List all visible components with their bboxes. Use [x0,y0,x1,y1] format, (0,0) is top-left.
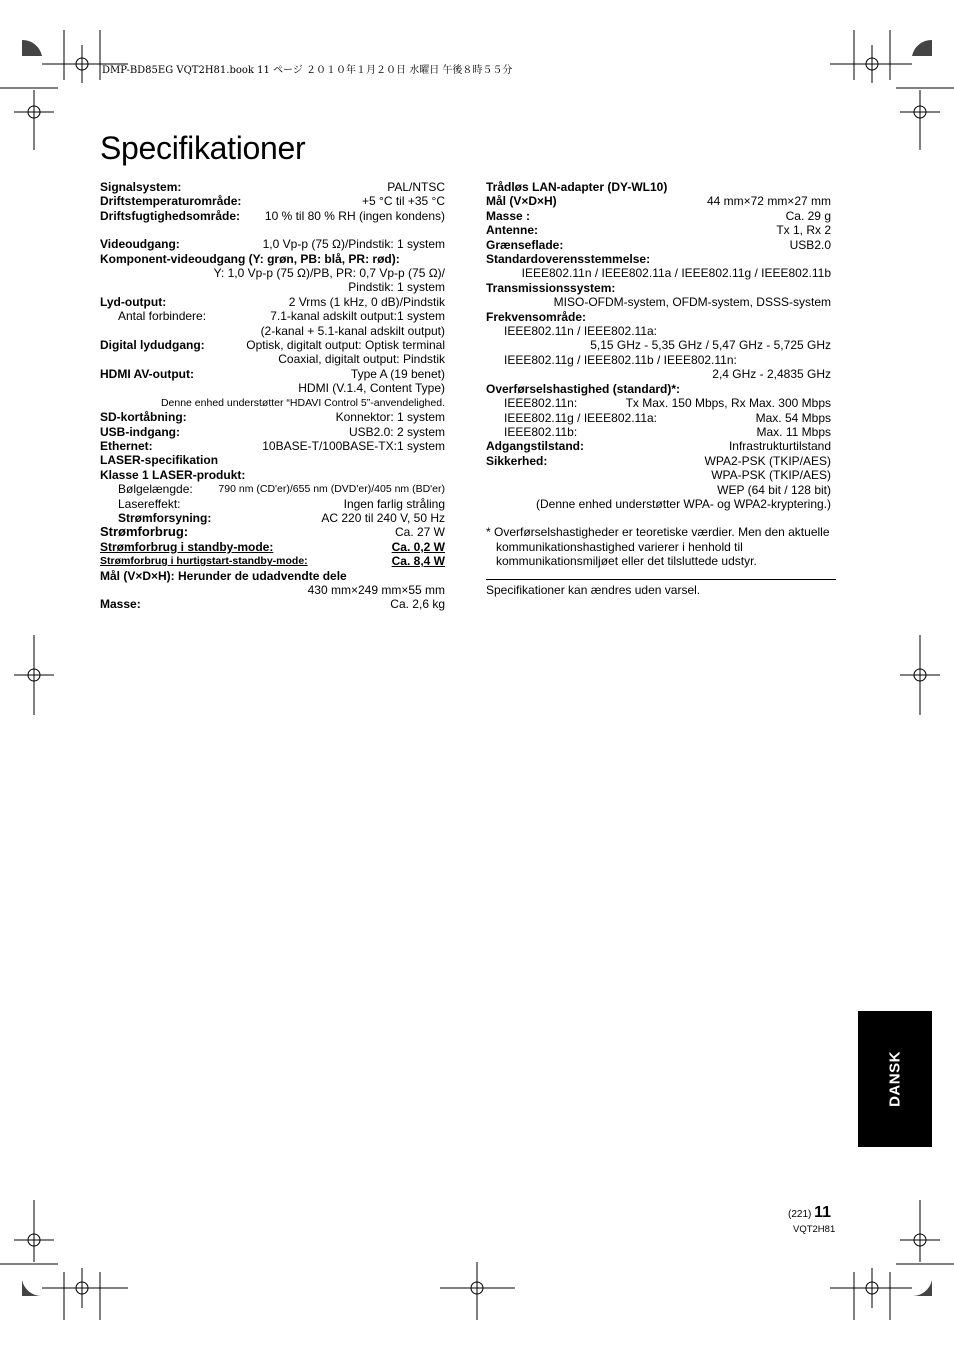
spec-r-maal: Mål (V×D×H) 44 mm×72 mm×27 mm [486,194,831,209]
spec-digital: Digital lydudgang: Optisk, digitalt output: Optisk terminal [100,338,445,353]
spec-hast-2: IEEE802.11g / IEEE802.11a: Max. 54 Mbps [504,410,831,425]
spec-trans-label: Transmissionssystem: [486,280,616,295]
spec-komp-v1: Y: 1,0 Vp-p (75 Ω)/PB, PR: 0,7 Vp-p (75 Ω)/ [213,266,445,281]
spec-hdmi-note: Denne enhed understøtter “HDAVI Control 5”-anvendelighed. [160,396,445,409]
spec-standard-value: IEEE802.11n / IEEE802.11a / IEEE802.11g / IEEE802.11b [521,266,831,281]
spec-lyd-sub: Antal forbindere: 7.1-kanal adskilt output:1 system [118,309,445,324]
spec-standby: Strømforbrug i standby-mode: Ca. 0,2 W [100,539,445,554]
spec-adapter: Trådløs LAN-adapter (DY-WL10) [486,180,668,194]
spec-effekt: Lasereffekt: Ingen farlig stråling [118,496,445,511]
page-code: VQT2H81 [793,1224,836,1235]
spec-video: Videoudgang: 1,0 Vp-p (75 Ω)/Pindstik: 1 system [100,237,445,252]
spec-laser-klasse: Klasse 1 LASER-produkt: [100,467,246,482]
spec-sikker-v4: (Denne enhed understøtter WPA- og WPA2-kryptering.) [535,496,831,511]
spec-hast-1: IEEE802.11n: Tx Max. 150 Mbps, Rx Max. 300 Mbps [504,396,831,411]
spec-frekvens-l2: IEEE802.11g / IEEE802.11b / IEEE802.11n: [504,352,737,367]
spec-hurtig: Strømforbrug i hurtigstart-standby-mode: Ca. 8,4 W [100,554,445,569]
spec-graense: Grænseflade: USB2.0 [486,237,831,252]
spec-maal-label: Mål (V×D×H): Herunder de udadvendte dele [100,568,347,583]
spec-ethernet: Ethernet: 10BASE-T/100BASE-TX:1 system [100,438,445,453]
spec-forbrug: Strømforbrug: Ca. 27 W [100,524,445,540]
spec-lyd-sub2: (2-kanal + 5.1-kanal adskilt output) [260,323,445,338]
language-tab-label: DANSK [886,1051,904,1107]
divider [486,579,836,580]
spec-trans-value: MISO-OFDM-system, OFDM-system, DSSS-system [553,295,831,310]
spec-lyd: Lyd-output: 2 Vrms (1 kHz, 0 dB)/Pindstik [100,294,445,309]
spec-sikker-v3: WEP (64 bit / 128 bit) [717,482,831,497]
spec-komp-v2: Pindstik: 1 system [348,280,445,295]
spec-adgang: Adgangstilstand: Infrastrukturtilstand [486,439,831,454]
spec-hast-label: Overførselshastighed (standard)*: [486,381,681,396]
page-title: Specifikationer [100,130,306,166]
spec-digital-v2: Coaxial, digitalt output: Pindstik [278,352,445,367]
spec-bolge: Bølgelængde: 790 nm (CD'er)/655 nm (DVD'er)/405 nm (BD'er) [118,482,445,497]
left-spec-column [100,180,445,612]
spec-frekvens-l1: IEEE802.11n / IEEE802.11a: [504,324,657,339]
spec-sikker: Sikkerhed: WPA2-PSK (TKIP/AES) [486,453,831,468]
spec-antenne: Antenne: Tx 1, Rx 2 [486,223,831,238]
spec-forsyning: Strømforsyning: AC 220 til 240 V, 50 Hz [118,510,445,525]
print-header: DMP-BD85EG VQT2H81.book 11 ページ ２０１０年１月２０日 水曜日 午後８時５５分 [102,65,513,76]
spec-fugt: Driftsfugtighedsområde: 10 % til 80 % RH (ingen kondens) [100,208,445,223]
spec-frekvens-label: Frekvensområde: [486,309,587,324]
spec-komp-label: Komponent-videoudgang (Y: grøn, PB: blå, PR: rød): [100,251,400,266]
right-spec-column [486,180,831,597]
spec-hdmi: HDMI AV-output: Type A (19 benet) [100,366,445,381]
language-tab [858,1011,932,1147]
spec-frekvens-v1: 5,15 GHz - 5,35 GHz / 5,47 GHz - 5,725 GHz [590,338,831,353]
spec-maal-value: 430 mm×249 mm×55 mm [307,582,445,597]
spec-sikker-v2: WPA-PSK (TKIP/AES) [711,468,831,483]
spec-laser-label: LASER-specifikation [100,453,219,468]
footnote: * Overførselshastigheder er teoretiske værdier. Men den aktuelle kommunikationshastighed varierer i henhold til kommunikationsmiljøet eller det tilsluttede udstyr. [486,525,830,569]
spec-hdmi-v2: HDMI (V.1.4, Content Type) [298,381,445,396]
page-number: (221) 11 [788,1204,832,1221]
spec-temp: Driftstemperaturområde: +5 °C til +35 °C [100,194,445,209]
spec-usb: USB-indgang: USB2.0: 2 system [100,424,445,439]
spec-hast-3: IEEE802.11b: Max. 11 Mbps [504,424,831,439]
spec-frekvens-v2: 2,4 GHz - 2,4835 GHz [712,367,831,382]
spec-r-masse: Masse : Ca. 29 g [486,208,831,223]
spec-sd: SD-kortåbning: Konnektor: 1 system [100,410,445,425]
spec-masse: Masse: Ca. 2,6 kg [100,597,445,612]
spec-signalsystem: Signalsystem: PAL/NTSC [100,180,445,194]
spec-standard-label: Standardoverensstemmelse: [486,252,651,267]
notice: Specifikationer kan ændres uden varsel. [486,582,701,597]
